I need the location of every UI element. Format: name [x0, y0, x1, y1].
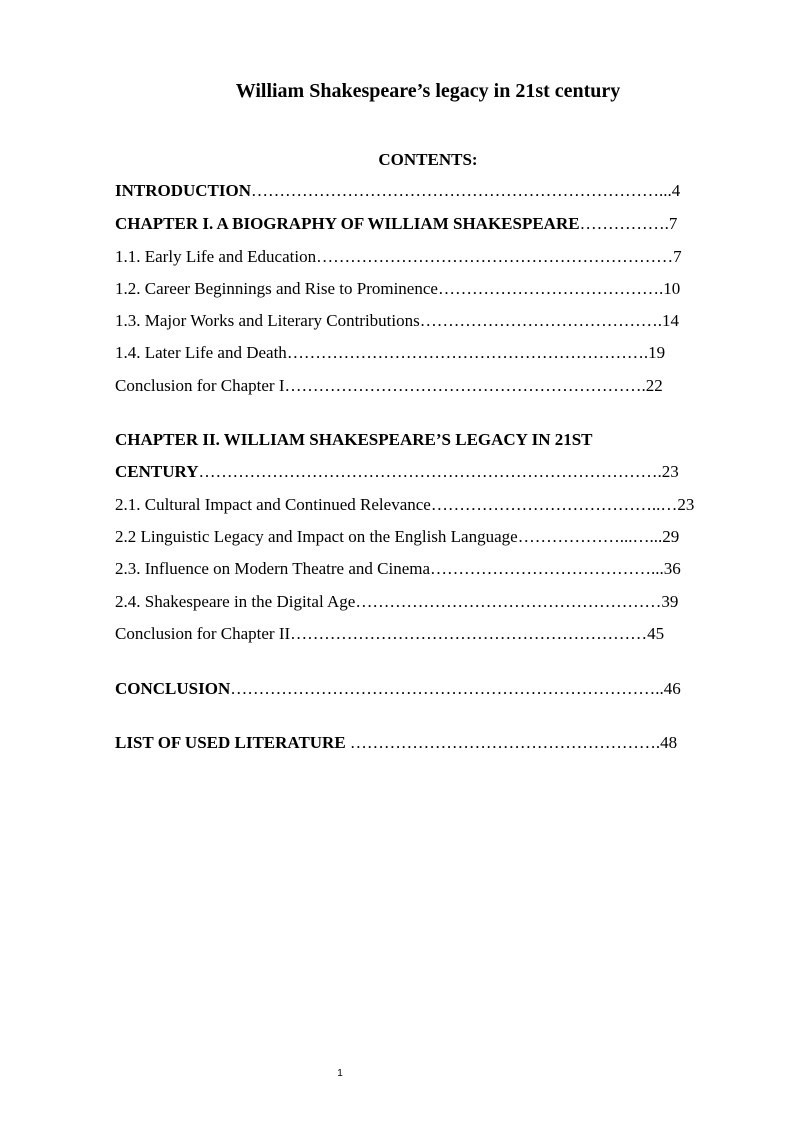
toc-entry-conclusion-chapter-2[interactable] [115, 623, 664, 645]
toc-entry-2-2[interactable] [115, 526, 679, 548]
toc-entry-label: 1.2. Career Beginnings and Rise to Prominence [115, 279, 438, 298]
toc-entry-leader: …………………………………. [437, 279, 664, 298]
toc-entry-1-2[interactable] [115, 278, 680, 300]
toc-entry-leader: …………………………………..… [430, 495, 678, 514]
toc-entry-page: 7 [673, 247, 682, 266]
toc-entry-label: 2.2 Linguistic Legacy and Impact on the English Language [115, 527, 518, 546]
toc-entry-page: 7 [668, 214, 678, 233]
toc-entry-leader: ………………………………………………………………….. [230, 679, 664, 698]
toc-entry-leader: ……………. [579, 214, 669, 233]
toc-entry-chapter-2-cont[interactable] [115, 461, 679, 483]
toc-entry-page: 4 [671, 181, 681, 200]
toc-entry-2-4[interactable] [115, 591, 678, 613]
toc-entry-page: 48 [660, 733, 678, 752]
toc-entry-label: 2.3. Influence on Modern Theatre and Cinema [115, 559, 431, 578]
toc-entry-page: 10 [663, 279, 681, 298]
toc-entry-conclusion[interactable] [115, 678, 681, 700]
page-number: 1 [337, 1068, 343, 1079]
toc-entry-page: 14 [662, 311, 679, 330]
toc-entry-literature[interactable] [115, 732, 677, 754]
toc-entry-label: CHAPTER II. WILLIAM SHAKESPEARE’S LEGACY IN 21ST [115, 430, 593, 449]
toc-entry-leader: ………………………………………………. [349, 733, 661, 752]
toc-entry-label: 1.4. Later Life and Death [115, 343, 287, 362]
toc-entry-label: 2.4. Shakespeare in the Digital Age [115, 592, 356, 611]
toc-entry-leader: ……………………………………. [419, 311, 662, 330]
toc-entry-label: Conclusion for Chapter I [115, 376, 285, 395]
toc-entry-leader: ………………...…... [517, 527, 663, 546]
toc-entry-label: 1.1. Early Life and Education [115, 247, 317, 266]
toc-entry-page: 23 [677, 495, 695, 514]
toc-entry-conclusion-chapter-1[interactable] [115, 375, 663, 397]
toc-entry-leader: ………………………………………………………. [284, 376, 646, 395]
toc-entry-leader: ………………………………………………………………... [251, 181, 672, 200]
toc-entry-page: 45 [647, 624, 665, 643]
toc-entry-label: CHAPTER I. A BIOGRAPHY OF WILLIAM SHAKESPEARE [115, 214, 580, 233]
toc-entry-page: 23 [661, 462, 679, 481]
toc-entry-page: 29 [662, 527, 680, 546]
toc-entry-leader: ……………………………………………… [355, 592, 662, 611]
toc-entry-chapter-1[interactable] [115, 213, 677, 235]
toc-entry-page: 19 [648, 343, 666, 362]
toc-entry-label: 1.3. Major Works and Literary Contributions [115, 311, 420, 330]
toc-entry-label: CONCLUSION [115, 679, 231, 698]
toc-entry-page: 36 [663, 559, 681, 578]
toc-entry-leader: ………………………………………………………………………. [198, 462, 662, 481]
toc-entry-1-1[interactable] [115, 246, 682, 268]
toc-entry-page: 22 [645, 376, 663, 395]
toc-entry-leader: ……………………………………………………… [290, 624, 648, 643]
contents-heading: CONTENTS: [378, 150, 478, 169]
toc-entry-label: Conclusion for Chapter II [115, 624, 291, 643]
toc-entry-leader: ………………………………………………………. [286, 343, 649, 362]
toc-entry-leader: ……………………………………………………… [316, 247, 674, 266]
toc-entry-label: CENTURY [115, 462, 199, 481]
toc-entry-2-1[interactable] [115, 494, 694, 516]
toc-entry-leader: …………………………………... [430, 559, 664, 578]
toc-entry-1-4[interactable] [115, 342, 665, 364]
toc-entry-page: 46 [663, 679, 681, 698]
toc-entry-label: LIST OF USED LITERATURE [115, 733, 350, 752]
toc-entry-label: INTRODUCTION [115, 181, 252, 200]
toc-entry-chapter-2[interactable] [115, 429, 593, 451]
document-title: William Shakespeare’s legacy in 21st century [235, 80, 621, 102]
toc-entry-1-3[interactable] [115, 310, 679, 332]
toc-entry-label: 2.1. Cultural Impact and Continued Relevance [115, 495, 431, 514]
toc-entry-page: 39 [661, 592, 679, 611]
toc-entry-introduction[interactable] [115, 180, 680, 202]
toc-entry-2-3[interactable] [115, 558, 681, 580]
